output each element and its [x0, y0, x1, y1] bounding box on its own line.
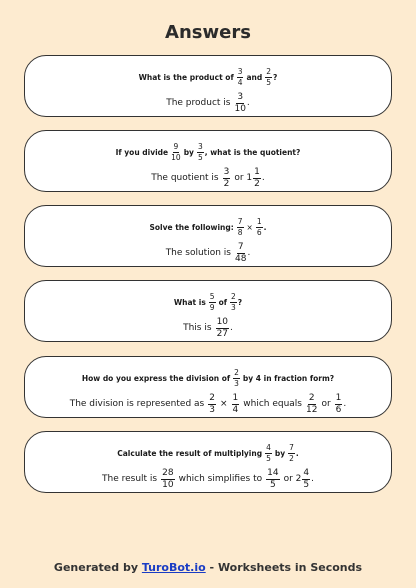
fraction: $\frac{2}{3}$ [230, 292, 236, 312]
question-text: How do you express the division of $\frac{2}{3}$ by 4 in fraction form? [81, 368, 335, 388]
fraction: $\frac{7}{8}$ [237, 217, 243, 237]
fraction: $\frac{2}{3}$ [209, 392, 215, 415]
question-text: What is $\frac{5}{9}$ of $\frac{2}{3}$ ? [173, 292, 243, 312]
fraction: $\frac{1}{6}$ [335, 392, 342, 415]
answer-card-5 [24, 356, 392, 418]
question-text: What is the product of $\frac{3}{4}$ and $\frac{2}{5}$ ? [138, 67, 278, 87]
fraction: $\frac{7}{2}$ [289, 443, 294, 463]
footer: Generated by TuroBot.io - Worksheets in Seconds [53, 561, 363, 574]
answer-text: The product is $\frac{3}{10}$ . [166, 91, 250, 114]
question-text: If you divide $\frac{9}{10}$ by $\frac{3}{5}$ , what is the quotient? [115, 142, 301, 162]
fraction: $\frac{3}{5}$ [197, 142, 203, 162]
answer-text: This is $\frac{10}{27}$ . [183, 316, 233, 339]
fraction: $\frac{4}{5}$ [303, 467, 310, 490]
answer-text: The result is $\frac{28}{10}$ which simplifies to $\frac{14}{5}$ or 2 $\frac{4}{5}$ . [102, 467, 314, 490]
answer-card-3 [24, 205, 392, 267]
fraction: $\frac{5}{9}$ [209, 292, 215, 312]
fraction: $\frac{2}{3}$ [234, 368, 239, 388]
fraction: $\frac{28}{10}$ [162, 467, 174, 490]
fraction: $\frac{1}{4}$ [232, 392, 239, 415]
fraction: $\frac{3}{10}$ [234, 91, 246, 114]
fraction: $\frac{3}{4}$ [237, 67, 243, 87]
answer-card-1 [24, 55, 392, 117]
question-text: Solve the following: $\frac{7}{8}$ × $\frac{1}{6}$ . [149, 217, 267, 237]
fraction: $\frac{7}{48}$ [234, 241, 247, 264]
fraction: $\frac{1}{6}$ [256, 217, 262, 237]
question-text: Calculate the result of multiplying $\frac{4}{5}$ by $\frac{7}{2}$ . [117, 443, 299, 463]
answer-card-4 [24, 280, 392, 342]
turobot-link[interactable]: TuroBot.io [141, 561, 206, 574]
fraction: $\frac{1}{2}$ [254, 166, 260, 189]
fraction: $\frac{4}{5}$ [266, 443, 271, 463]
answer-card-6 [24, 431, 392, 493]
fraction: $\frac{9}{10}$ [171, 142, 181, 162]
answer-text: The quotient is $\frac{3}{2}$ or 1 $\frac{1}{2}$ . [151, 166, 265, 189]
fraction: $\frac{3}{2}$ [223, 166, 230, 189]
answer-card-2 [24, 130, 392, 192]
answer-text: The solution is $\frac{7}{48}$ . [165, 241, 251, 264]
fraction: $\frac{10}{27}$ [216, 316, 229, 339]
fraction: $\frac{2}{12}$ [306, 392, 318, 415]
fraction: $\frac{14}{5}$ [267, 467, 279, 490]
answer-text: The division is represented as $\frac{2}{3}$ × $\frac{1}{4}$ which equals $\frac{2}{12}$ or $\frac{1}{6}$ . [69, 392, 347, 415]
fraction: $\frac{2}{5}$ [266, 67, 272, 87]
page-title: Answers [165, 22, 251, 43]
